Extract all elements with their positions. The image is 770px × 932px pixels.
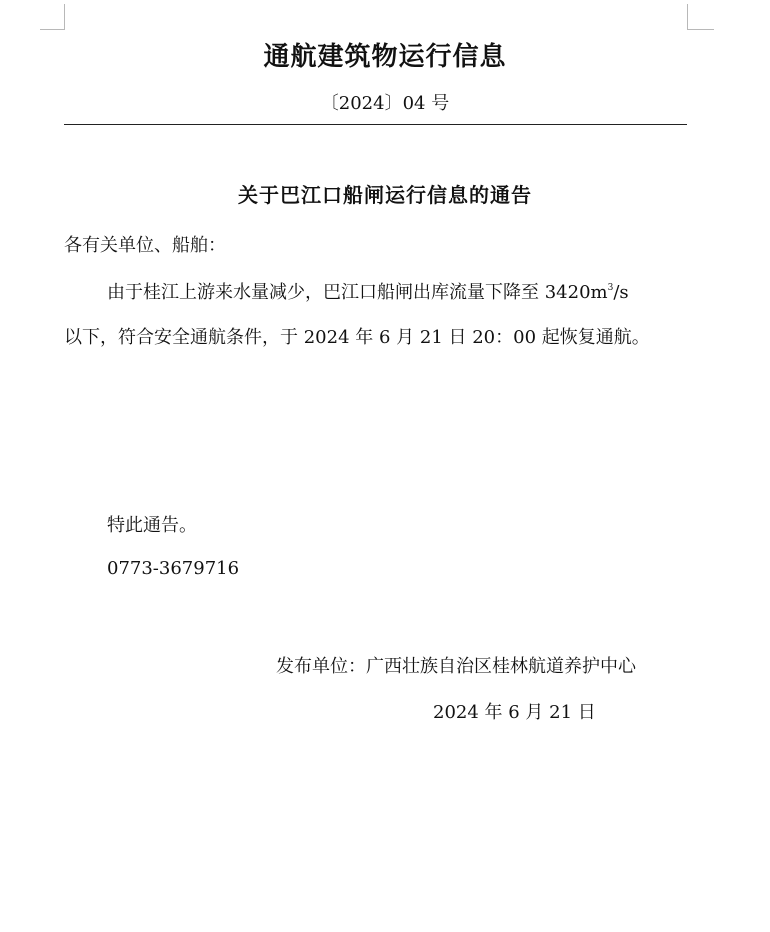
salutation: 各有关单位、船舶： — [64, 235, 226, 256]
body-text-unit: /s — [613, 282, 629, 303]
page-corner-mark-right — [687, 4, 714, 30]
issuing-unit: 发布单位：广西壮族自治区桂林航道养护中心 — [276, 656, 636, 677]
body-text-main: 由于桂江上游来水量减少，巴江口船闸出库流量下降至 3420m — [107, 282, 608, 303]
body-paragraph-line-1 — [107, 278, 629, 304]
cubic-superscript: 3 — [607, 283, 614, 293]
notice-title: 关于巴江口船闸运行信息的通告 — [238, 183, 532, 207]
contact-phone: 0773-3679716 — [107, 558, 240, 579]
page-corner-mark-left — [40, 4, 65, 30]
issue-date: 2024 年 6 月 21 日 — [433, 702, 596, 723]
document-number: 〔2024〕04 号 — [320, 93, 450, 114]
document-header-title: 通航建筑物运行信息 — [263, 42, 507, 72]
body-paragraph-line-2: 以下，符合安全通航条件，于 2024 年 6 月 21 日 20：00 起恢复通航。 — [64, 327, 650, 348]
closing-remark: 特此通告。 — [107, 515, 197, 536]
header-divider — [64, 124, 687, 125]
